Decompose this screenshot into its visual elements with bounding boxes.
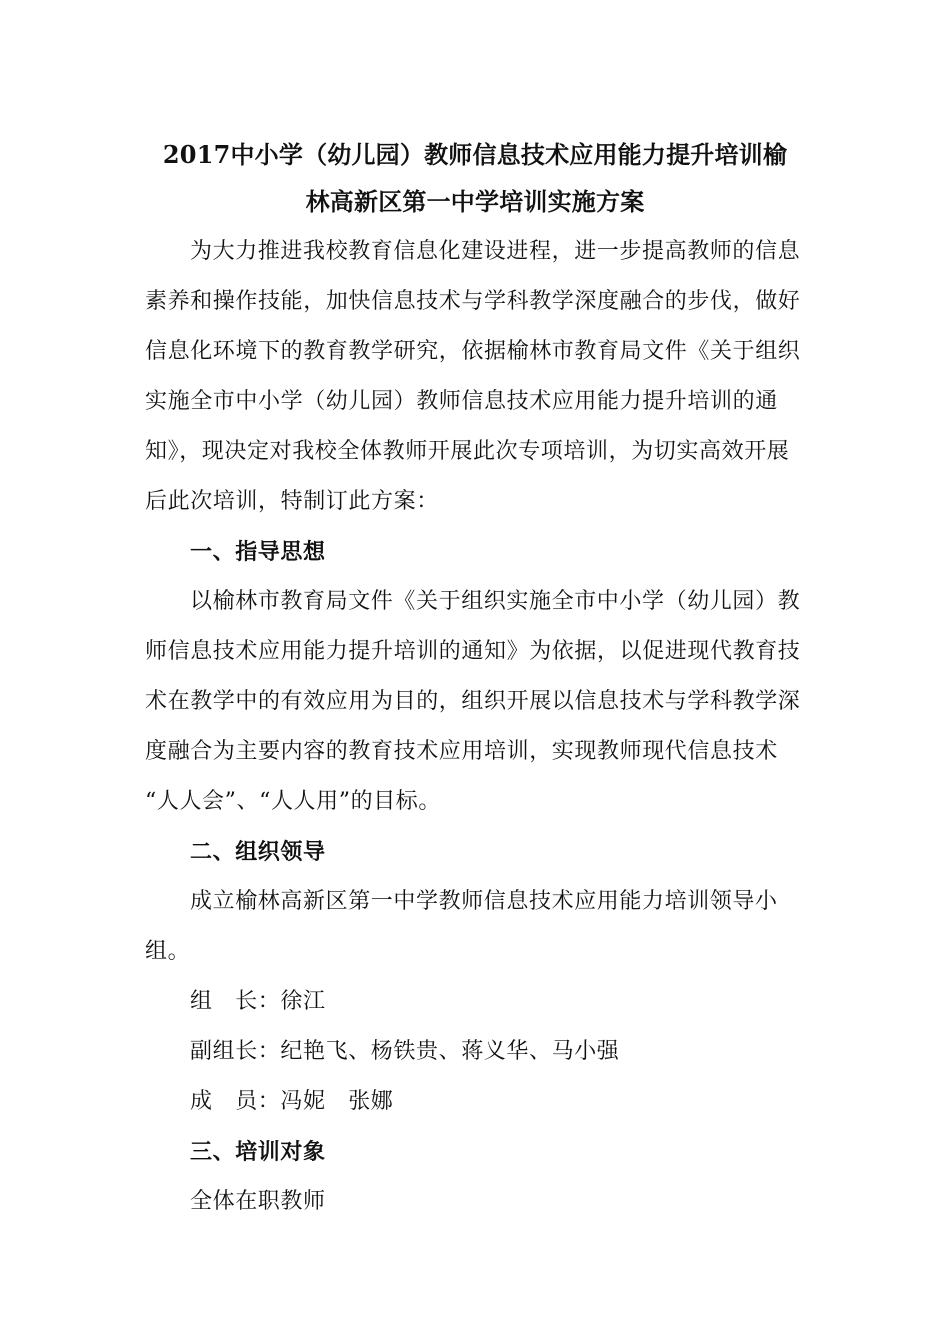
intro-paragraph-line: 为大力推进我校教育信息化建设进程，进一步提高教师的信息 (190, 239, 801, 264)
section-1-paragraph-line: 师信息技术应用能力提升培训的通知》为依据，以促进现代教育技 (145, 639, 801, 664)
intro-paragraph-line: 实施全市中小学（幼儿园）教师信息技术应用能力提升培训的通 (145, 389, 778, 414)
section-2-paragraph-line: 成立榆林高新区第一中学教师信息技术应用能力培训领导小 (190, 889, 778, 914)
section-1-paragraph-line: “人人会”、“人人用”的目标。 (145, 789, 441, 814)
members-line: 成 员：冯妮 张娜 (190, 1089, 394, 1114)
intro-paragraph-line: 素养和操作技能，加快信息技术与学科教学深度融合的步伐，做好 (145, 289, 801, 314)
section-1-paragraph-line: 度融合为主要内容的教育技术应用培训，实现教师现代信息技术 (145, 739, 778, 764)
intro-paragraph-line: 后此次培训，特制订此方案： (145, 489, 439, 514)
deputy-leaders-line: 副组长：纪艳飞、杨铁贵、蒋义华、马小强 (190, 1039, 620, 1064)
section-1-heading: 一、指导思想 (190, 539, 326, 565)
section-3-paragraph-line: 全体在职教师 (190, 1189, 326, 1214)
intro-paragraph-line: 信息化环境下的教育教学研究，依据榆林市教育局文件《关于组织 (145, 339, 801, 364)
document-title-line-2: 林高新区第一中学培训实施方案 (305, 187, 645, 216)
section-1-paragraph-line: 以榆林市教育局文件《关于组织实施全市中小学（幼儿园）教 (190, 589, 801, 614)
section-1-paragraph-line: 术在教学中的有效应用为目的，组织开展以信息技术与学科教学深 (145, 689, 801, 714)
document-title-line-1: 2017中小学（幼儿园）教师信息技术应用能力提升培训榆 (162, 140, 788, 169)
group-leader-line: 组 长：徐江 (190, 989, 326, 1014)
section-2-paragraph-line: 组。 (145, 939, 191, 964)
section-3-heading: 三、培训对象 (190, 1139, 326, 1165)
intro-paragraph-line: 知》，现决定对我校全体教师开展此次专项培训，为切实高效开展 (145, 439, 790, 464)
section-2-heading: 二、组织领导 (190, 839, 326, 865)
